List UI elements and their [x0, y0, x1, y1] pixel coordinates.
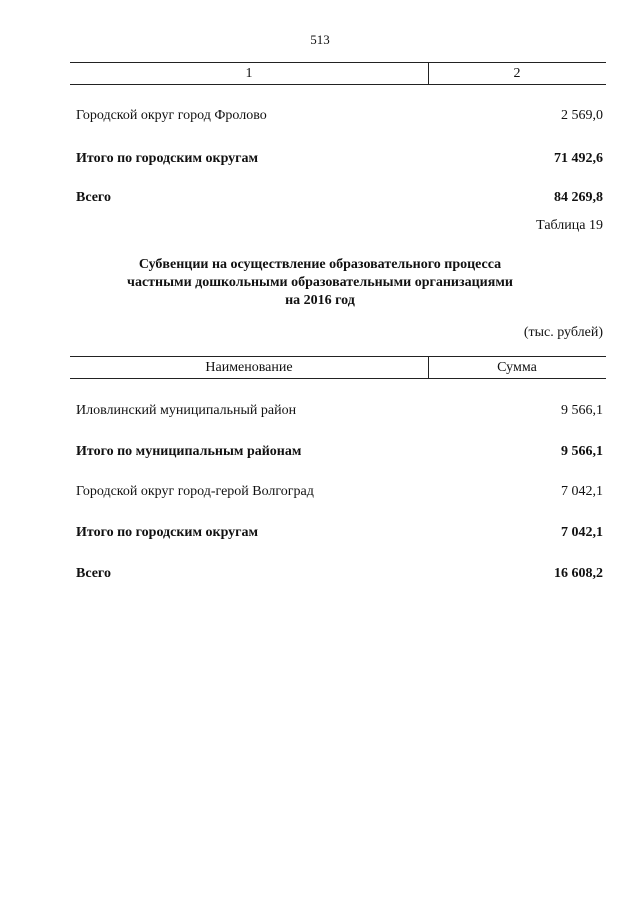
- table1-header-top-rule: [70, 62, 606, 63]
- row-value: 84 269,8: [554, 190, 603, 205]
- table2-col2-header: Сумма: [497, 360, 537, 375]
- table-row: [76, 484, 603, 500]
- row-value: 16 608,2: [554, 566, 603, 581]
- row-name: Иловлинский муниципальный район: [76, 403, 297, 418]
- table-row: [76, 403, 603, 419]
- table2-col1-header: Наименование: [205, 360, 293, 375]
- table1-col2-header: 2: [513, 66, 521, 81]
- row-value: 9 566,1: [561, 444, 603, 459]
- table2-header-bottom-rule: [70, 378, 606, 379]
- table-title-line-3: на 2016 год: [285, 293, 355, 308]
- table-row: [76, 108, 603, 124]
- row-value: 7 042,1: [561, 525, 603, 540]
- row-name: Всего: [76, 566, 111, 581]
- table-number-label: Таблица 19: [536, 218, 603, 233]
- table-row: [76, 444, 603, 460]
- row-value: 71 492,6: [554, 151, 603, 166]
- table-row: [76, 525, 603, 541]
- table-title-line-1: Субвенции на осуществление образовательного процесса: [138, 257, 502, 272]
- table2-header-top-rule: [70, 356, 606, 357]
- table-row: [76, 566, 603, 582]
- row-name: Итого по городским округам: [76, 151, 259, 166]
- row-name: Итого по муниципальным районам: [76, 444, 302, 459]
- table1-header-bottom-rule: [70, 84, 606, 85]
- table-row: [76, 151, 603, 167]
- row-value: 7 042,1: [561, 484, 603, 499]
- page-number: 513: [310, 32, 330, 47]
- row-name: Итого по городским округам: [76, 525, 259, 540]
- table-title-line-2: частными дошкольными образовательными организациями: [127, 275, 513, 290]
- row-name: Всего: [76, 190, 111, 205]
- table1-col1-header: 1: [245, 66, 253, 81]
- row-name: Городской округ город Фролово: [76, 108, 267, 123]
- row-value: 9 566,1: [561, 403, 603, 418]
- row-value: 2 569,0: [561, 108, 603, 123]
- units-label: (тыс. рублей): [523, 325, 603, 340]
- table-row: [76, 190, 603, 206]
- row-name: Городской округ город-герой Волгоград: [76, 484, 314, 499]
